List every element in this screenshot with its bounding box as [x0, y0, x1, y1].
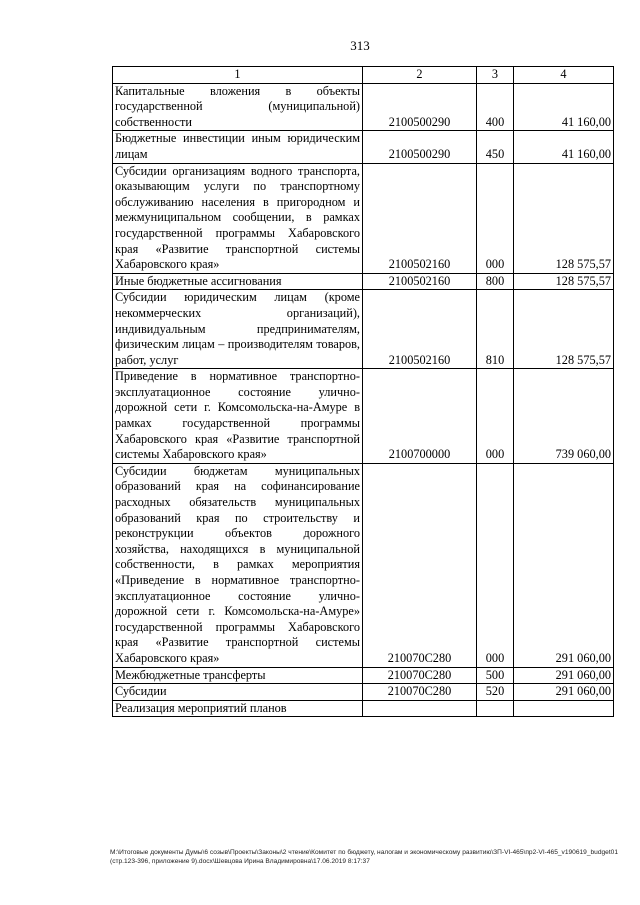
row-kind: 400	[477, 83, 514, 131]
row-amount: 128 575,57	[514, 273, 614, 290]
table-row	[113, 131, 614, 163]
row-kind: 000	[477, 369, 514, 464]
row-amount: 41 160,00	[514, 131, 614, 163]
row-kind: 800	[477, 273, 514, 290]
table-row	[113, 369, 614, 464]
row-code: 210070С280	[363, 667, 477, 684]
row-name: Бюджетные инвестиции иным юридическим лицам	[113, 131, 363, 163]
table-row	[113, 273, 614, 290]
budget-table	[112, 66, 614, 717]
row-code: 2100500290	[363, 83, 477, 131]
row-kind: 520	[477, 684, 514, 701]
table-row	[113, 684, 614, 701]
row-name: Межбюджетные трансферты	[113, 667, 363, 684]
row-code: 2100700000	[363, 369, 477, 464]
row-amount: 291 060,00	[514, 463, 614, 667]
row-amount: 739 060,00	[514, 369, 614, 464]
row-amount: 128 575,57	[514, 163, 614, 273]
header-col-3: 3	[477, 67, 514, 84]
row-name: Субсидии	[113, 684, 363, 701]
page-number: 313	[350, 38, 370, 53]
row-code: 210070С280	[363, 463, 477, 667]
row-amount: 41 160,00	[514, 83, 614, 131]
header-col-1: 1	[113, 67, 363, 84]
header-col-2: 2	[363, 67, 477, 84]
row-name: Субсидии юридическим лицам (кроме некоммерческих организаций), индивидуальным предпринимателям, физическим лицам – производителям товаров, работ, услуг	[113, 290, 363, 369]
row-code: 2100502160	[363, 163, 477, 273]
document-path-footer: M:\Итоговые документы Думы\6 созыв\Проекты\Законы\2 чтение\Комитет по бюджету, налогам и экономическому развитию\ЗП-VI-465\пр2-VI-465_v190619_budget01 (стр.123-396, приложение 9).docx\Шевцова Ирина Владимировна\17.06.2019 8:17:37	[110, 849, 618, 865]
row-name: Капитальные вложения в объекты государственной (муниципальной) собственности	[113, 83, 363, 131]
row-name: Субсидии организациям водного транспорта, оказывающим услуги по транспортному обслуживанию населения в пригородном и межмуниципальном сообщении, в рамках государственной программы Хабаровского края «Развитие транспортной системы Хабаровского края»	[113, 163, 363, 273]
row-name: Приведение в нормативное транспортно-эксплуатационное состояние улично-дорожной сети г. Комсомольска-на-Амуре в рамках государственной программы Хабаровского края «Развитие транспортной системы Хабаровского края»	[113, 369, 363, 464]
header-col-4: 4	[514, 67, 614, 84]
row-code: 210070С280	[363, 684, 477, 701]
row-kind: 000	[477, 163, 514, 273]
row-amount: 128 575,57	[514, 290, 614, 369]
row-kind: 810	[477, 290, 514, 369]
row-kind: 500	[477, 667, 514, 684]
row-kind	[477, 700, 514, 717]
table-row	[113, 83, 614, 131]
row-kind: 450	[477, 131, 514, 163]
row-name: Субсидии бюджетам муниципальных образований края на софинансирование расходных обязательств муниципальных образований края по строительству и реконструкции объектов дорожного хозяйства, находящихся в муниципальной собственности, в рамках мероприятия «Приведение в нормативное транспортно-эксплуатационное состояние улично-дорожной сети г. Комсомольска-на-Амуре» государственной программы Хабаровского края «Развитие транспортной системы Хабаровского края»	[113, 463, 363, 667]
table-row	[113, 700, 614, 717]
row-amount: 291 060,00	[514, 667, 614, 684]
row-name: Иные бюджетные ассигнования	[113, 273, 363, 290]
table-header-row	[113, 67, 614, 84]
row-code: 2100502160	[363, 273, 477, 290]
row-code: 2100500290	[363, 131, 477, 163]
row-kind: 000	[477, 463, 514, 667]
row-amount	[514, 700, 614, 717]
row-amount: 291 060,00	[514, 684, 614, 701]
table-row	[113, 163, 614, 273]
row-name: Реализация мероприятий планов	[113, 700, 363, 717]
table-row	[113, 290, 614, 369]
table-row	[113, 667, 614, 684]
row-code	[363, 700, 477, 717]
row-code: 2100502160	[363, 290, 477, 369]
table-row	[113, 463, 614, 667]
